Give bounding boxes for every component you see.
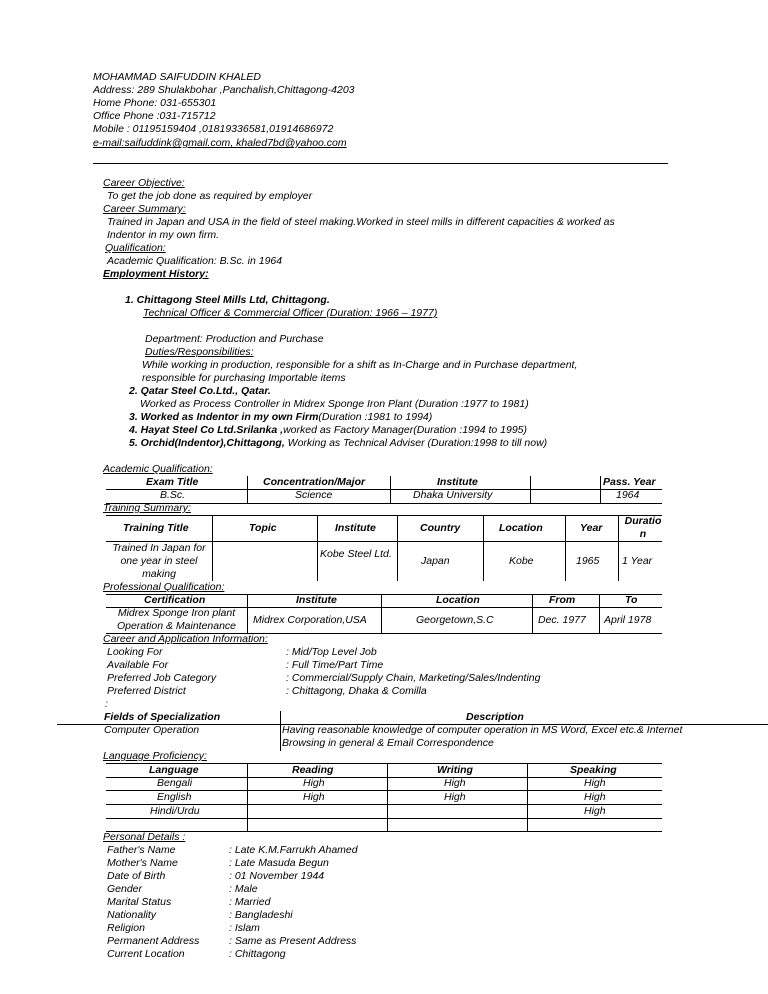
career-info-value: : Mid/Top Level Job <box>286 646 377 658</box>
employment-item-5-title: 5. Orchid(Indentor),Chittagong, <box>129 437 288 449</box>
training-header-topic: Topic <box>249 522 277 534</box>
employment-item-4 <box>129 424 527 437</box>
personal-value: : Late Masuda Begun <box>229 857 329 869</box>
training-header-title: Training Title <box>123 522 189 534</box>
language-row-rule <box>106 818 662 819</box>
academic-col-rule <box>530 476 531 503</box>
specialization-cell-field: Computer Operation <box>104 724 200 736</box>
training-col-rule <box>618 515 619 581</box>
office-phone: Office Phone :031-715712 <box>93 110 216 122</box>
personal-label: Permanent Address <box>107 935 200 947</box>
language-cell: High <box>584 805 606 817</box>
email-line <box>93 137 347 150</box>
training-top-rule <box>106 515 662 516</box>
academic-header-major: Concentration/Major <box>263 476 366 488</box>
candidate-name: MOHAMMAD SAIFUDDIN KHALED <box>93 71 262 83</box>
career-summary-line1: Trained in Japan and USA in the field of steel making.Worked in steel mills in different capacities & worked as <box>107 216 615 228</box>
training-heading: Training Summary: <box>103 502 191 514</box>
language-cell: High <box>303 791 325 803</box>
personal-heading: Personal Details : <box>103 831 186 843</box>
career-info-label: Preferred Job Category <box>107 672 217 684</box>
specialization-cell-desc-line2: Browsing in general & Email Correspondence <box>282 737 494 749</box>
career-info-label: Preferred District <box>107 685 186 697</box>
professional-col-rule <box>599 594 600 633</box>
career-objective-text: To get the job done as required by employer <box>107 190 313 202</box>
language-cell: English <box>157 791 192 803</box>
personal-value: : 01 November 1944 <box>229 870 325 882</box>
career-objective-heading: Career Objective: <box>103 177 185 189</box>
employment-item-5-role: Working as Technical Adviser (Duration:1998 to till now) <box>287 437 548 449</box>
personal-value: : Late K.M.Farrukh Ahamed <box>229 844 358 856</box>
employment-item-3-duration: (Duration :1981 to 1994) <box>318 411 433 423</box>
language-cell: Hindi/Urdu <box>150 805 200 817</box>
address: Address: 289 Shulakbohar ,Panchalish,Chittagong-4203 <box>93 84 355 96</box>
professional-header-to: To <box>625 594 638 606</box>
language-cell: High <box>584 791 606 803</box>
employment-item-4-role: worked as Factory Manager(Duration :1994 to 1995) <box>283 424 528 436</box>
specialization-col-rule <box>280 711 281 751</box>
personal-label: Father's Name <box>107 844 176 856</box>
training-col-rule <box>397 515 398 581</box>
academic-col-rule <box>600 476 601 503</box>
training-cell-location: Kobe <box>509 555 534 567</box>
training-header-location: Location <box>499 522 543 534</box>
career-info-value: : Commercial/Supply Chain, Marketing/Sales/Indenting <box>286 672 541 684</box>
header-divider <box>93 163 668 164</box>
training-header-duration: Duration <box>624 515 662 540</box>
academic-header-institute: Institute <box>437 476 478 488</box>
training-cell-title: Trained In Japan for one year in steel making <box>112 542 206 580</box>
personal-label: Marital Status <box>107 896 172 908</box>
employment-item-3 <box>129 411 432 424</box>
language-header-writing: Writing <box>437 764 473 776</box>
language-cell: High <box>584 777 606 789</box>
career-info-value: : Chittagong, Dhaka & Comilla <box>286 685 427 697</box>
training-header-year: Year <box>580 522 603 534</box>
stray-colon: : <box>105 698 108 710</box>
personal-value: : Islam <box>229 922 260 934</box>
personal-label: Nationality <box>107 909 157 921</box>
academic-cell-major: Science <box>295 489 333 501</box>
language-bottom-rule <box>106 831 662 832</box>
personal-value: : Chittagong <box>229 948 286 960</box>
professional-header-from: From <box>549 594 576 606</box>
employment-item-4-title: 4. Hayat Steel Co Ltd.Srilanka , <box>129 424 284 436</box>
professional-header-location: Location <box>436 594 480 606</box>
language-col-rule <box>247 763 248 831</box>
professional-col-rule <box>532 594 533 633</box>
career-summary-heading: Career Summary: <box>103 203 186 215</box>
specialization-header-description: Description <box>466 711 524 723</box>
specialization-header-field: Fields of Specialization <box>104 711 221 723</box>
training-cell-duration: 1 Year <box>622 555 653 567</box>
career-info-label: Available For <box>107 659 169 671</box>
personal-label: Date of Birth <box>107 870 166 882</box>
personal-label: Current Location <box>107 948 185 960</box>
specialization-cell-desc-line1: Having reasonable knowledge of computer operation in MS Word, Excel etc.& Internet <box>282 724 683 736</box>
employment-history-heading: Employment History: <box>103 268 209 280</box>
language-header-reading: Reading <box>292 764 334 776</box>
training-col-rule <box>565 515 566 581</box>
language-cell: High <box>303 777 325 789</box>
email-link-gmail[interactable]: saifuddink@gmail.com <box>124 137 231 149</box>
training-cell-institute: Kobe Steel Ltd. <box>320 548 392 560</box>
personal-value: : Male <box>229 883 258 895</box>
language-col-rule <box>387 763 388 831</box>
academic-heading: Academic Qualification: <box>103 463 213 475</box>
professional-col-rule <box>247 594 248 633</box>
professional-cell-institute: Midrex Corporation,USA <box>253 614 367 626</box>
employment-item-1-title: 1. Chittagong Steel Mills Ltd, Chittagong. <box>125 294 330 306</box>
professional-heading: Professional Qualification: <box>103 581 225 593</box>
professional-cell-location: Georgetown,S.C <box>416 614 494 626</box>
professional-cell-certification: Midrex Sponge Iron plant Operation & Maintenance <box>116 607 237 632</box>
academic-header-exam: Exam Title <box>146 476 199 488</box>
home-phone: Home Phone: 031-655301 <box>93 97 217 109</box>
personal-label: Religion <box>107 922 145 934</box>
language-cell: High <box>444 791 466 803</box>
training-header-institute: Institute <box>335 522 376 534</box>
academic-cell-institute: Dhaka University <box>413 489 493 501</box>
qualification-heading: Qualification: <box>105 242 166 254</box>
personal-label: Gender <box>107 883 143 895</box>
academic-col-rule <box>247 476 248 503</box>
career-info-heading: Career and Application Information: <box>103 633 268 645</box>
personal-value: : Married <box>229 896 271 908</box>
email-separator: , <box>230 137 237 149</box>
training-cell-year: 1965 <box>576 555 600 567</box>
academic-header-year: Pass. Year <box>603 476 656 488</box>
training-header-country: Country <box>420 522 461 534</box>
professional-cell-from: Dec. 1977 <box>538 614 586 626</box>
email-label: e-mail: <box>93 137 125 149</box>
professional-cell-to: April 1978 <box>604 614 652 626</box>
mobile-numbers: Mobile : 01195159404 ,01819336581,01914686972 <box>93 123 334 135</box>
language-heading: Language Proficiency: <box>103 750 207 762</box>
career-info-value: : Full Time/Part Time <box>286 659 384 671</box>
academic-header-rule <box>106 489 662 490</box>
language-header-speaking: Speaking <box>570 764 617 776</box>
language-header-language: Language <box>149 764 199 776</box>
professional-header-institute: Institute <box>296 594 337 606</box>
employment-item-2-title: 2. Qatar Steel Co.Ltd., Qatar. <box>129 385 271 397</box>
professional-col-rule <box>381 594 382 633</box>
personal-label: Mother's Name <box>107 857 178 869</box>
language-cell: Bengali <box>157 777 193 789</box>
qualification-text: Academic Qualification: B.Sc. in 1964 <box>107 255 283 267</box>
career-summary-line2: Indentor in my own firm. <box>107 229 220 241</box>
training-col-rule <box>483 515 484 581</box>
employment-item-3-title: 3. Worked as Indentor in my own Firm <box>129 411 319 423</box>
personal-value: : Bangladeshi <box>229 909 293 921</box>
personal-value: : Same as Present Address <box>229 935 357 947</box>
employment-item-2-role: Worked as Process Controller in Midrex Sponge Iron Plant (Duration :1977 to 1981) <box>140 398 529 410</box>
email-link-yahoo[interactable]: khaled7bd@yahoo.com <box>236 137 347 149</box>
language-cell: High <box>444 777 466 789</box>
career-info-label: Looking For <box>107 646 163 658</box>
academic-cell-year: 1964 <box>616 489 640 501</box>
training-col-rule <box>212 515 213 581</box>
language-col-rule <box>527 763 528 831</box>
employment-item-1-duties-heading: Duties/Responsibilities: <box>145 346 254 358</box>
training-cell-country: Japan <box>421 555 450 567</box>
employment-item-1-role: Technical Officer & Commercial Officer (Duration: 1966 – 1977) <box>143 307 438 319</box>
employment-item-1-duties-line2: responsible for purchasing Importable items <box>142 372 346 384</box>
employment-item-5 <box>129 437 547 450</box>
training-col-rule <box>317 515 318 581</box>
employment-item-1-department: Department: Production and Purchase <box>145 333 324 345</box>
professional-header-certification: Certification <box>144 594 206 606</box>
employment-item-1-duties-line1: While working in production, responsible for a shift as In-Charge and in Purchase department, <box>142 359 578 371</box>
academic-cell-exam: B.Sc. <box>160 489 186 501</box>
academic-col-rule <box>390 476 391 503</box>
